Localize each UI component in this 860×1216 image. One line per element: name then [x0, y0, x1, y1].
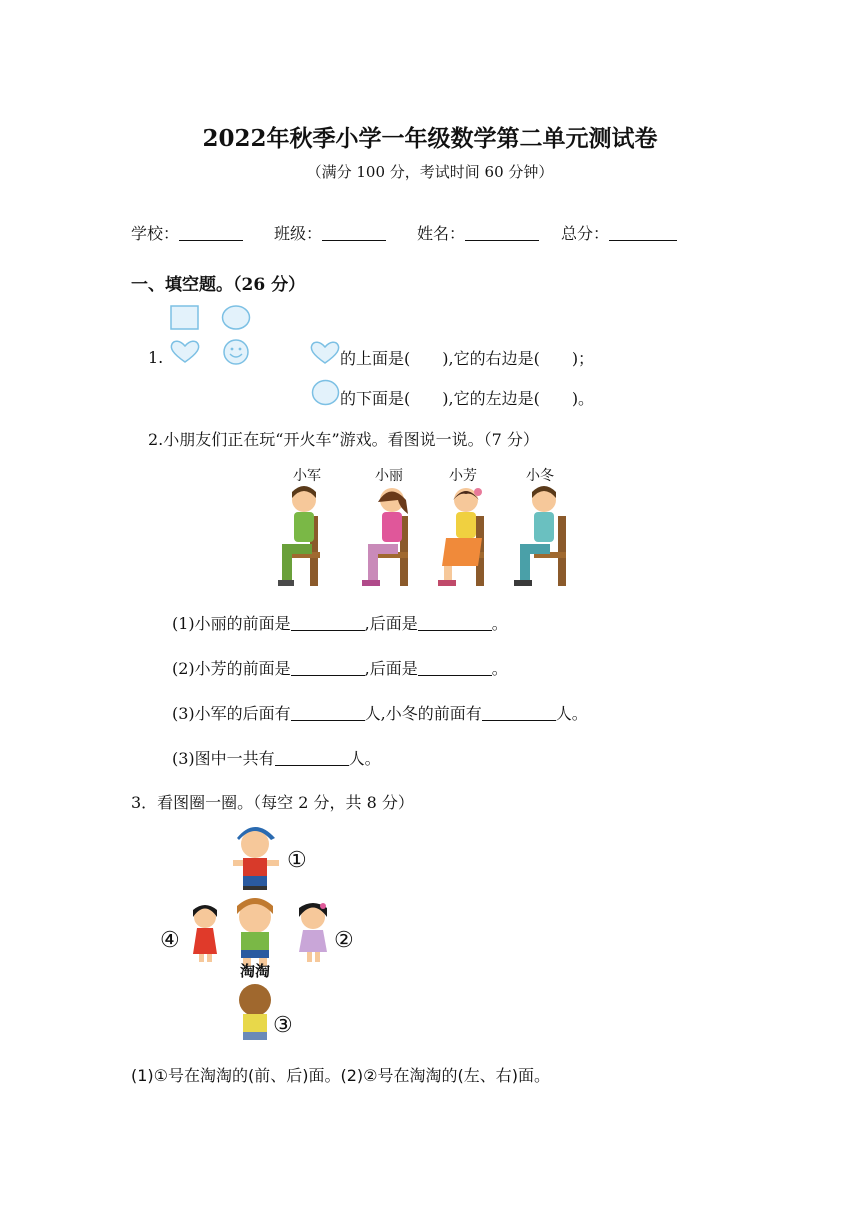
answer-blank[interactable]	[418, 659, 492, 676]
kid-1-figure	[233, 827, 279, 890]
answer-blank[interactable]	[482, 704, 556, 721]
children-train-illustration	[276, 486, 576, 594]
page-subtitle: （满分 100 分，考试时间 60 分钟）	[306, 163, 554, 181]
total-label: 总分：	[561, 224, 610, 243]
answer-blank[interactable]	[291, 614, 365, 631]
q3-prompt: 3．看图圈一圈。（每空 2 分，共 8 分）	[131, 793, 414, 812]
section-heading: 一、填空题。（26 分）	[131, 275, 306, 295]
q2-item-3: (3)小军的后面有 人,小冬的前面有 人。	[172, 704, 588, 723]
kid-label-xiaodong: 小冬	[526, 468, 554, 484]
answer-blank[interactable]	[291, 704, 365, 721]
marker-2: ②	[334, 928, 354, 953]
kid-xiaojun-figure	[278, 486, 320, 586]
class-blank[interactable]	[322, 224, 386, 241]
name-blank[interactable]	[465, 224, 539, 241]
kid-xiaofang-figure	[438, 488, 484, 586]
kid-label-xiaojun: 小军	[293, 468, 321, 484]
kid-3-figure	[239, 984, 271, 1040]
marker-4: ④	[160, 928, 180, 953]
smiley-icon	[221, 339, 253, 367]
school-blank[interactable]	[179, 224, 243, 241]
heart-icon	[169, 339, 201, 365]
kid-4-figure	[193, 905, 217, 962]
kid-xiaodong-figure	[514, 486, 566, 586]
heart-icon	[310, 340, 340, 366]
class-label: 班级：	[274, 224, 323, 243]
kid-label-xiaoli: 小丽	[375, 468, 403, 484]
kid-2-figure	[299, 903, 327, 962]
square-icon	[170, 305, 200, 331]
q1-line1: 的上面是( ),它的右边是( )；	[340, 349, 595, 368]
q3-answer-line: (1)①号在淘淘的(前、后)面。(2)②号在淘淘的(左、右)面。	[131, 1066, 550, 1085]
page-title: 2022年秋季小学一年级数学第二单元测试卷	[202, 125, 658, 152]
name-label: 姓名：	[417, 224, 466, 243]
circle-icon	[221, 305, 253, 331]
q2-item-2: (2)小芳的前面是 ,后面是 。	[172, 659, 508, 678]
q2-item-1: (1)小丽的前面是 ,后面是 。	[172, 614, 508, 633]
circle-icon	[311, 379, 341, 407]
q1-number: 1.	[148, 348, 164, 367]
student-info-line	[131, 221, 677, 244]
taotao-label: 淘淘	[240, 962, 271, 980]
answer-blank[interactable]	[418, 614, 492, 631]
q1-line2: 的下面是( ),它的左边是( )。	[340, 389, 595, 408]
q2-prompt: 2.小朋友们正在玩“开火车”游戏。看图说一说。（7 分）	[148, 430, 539, 449]
kid-label-xiaofang: 小芳	[449, 468, 477, 484]
answer-blank[interactable]	[275, 749, 349, 766]
q2-item-4: (3)图中一共有 人。	[172, 749, 381, 768]
total-blank[interactable]	[609, 224, 677, 241]
taotao-figure	[237, 898, 273, 966]
marker-1: ①	[287, 848, 307, 873]
marker-3: ③	[273, 1013, 293, 1038]
answer-blank[interactable]	[291, 659, 365, 676]
kid-xiaoli-figure	[362, 488, 408, 586]
school-label: 学校：	[131, 224, 180, 243]
